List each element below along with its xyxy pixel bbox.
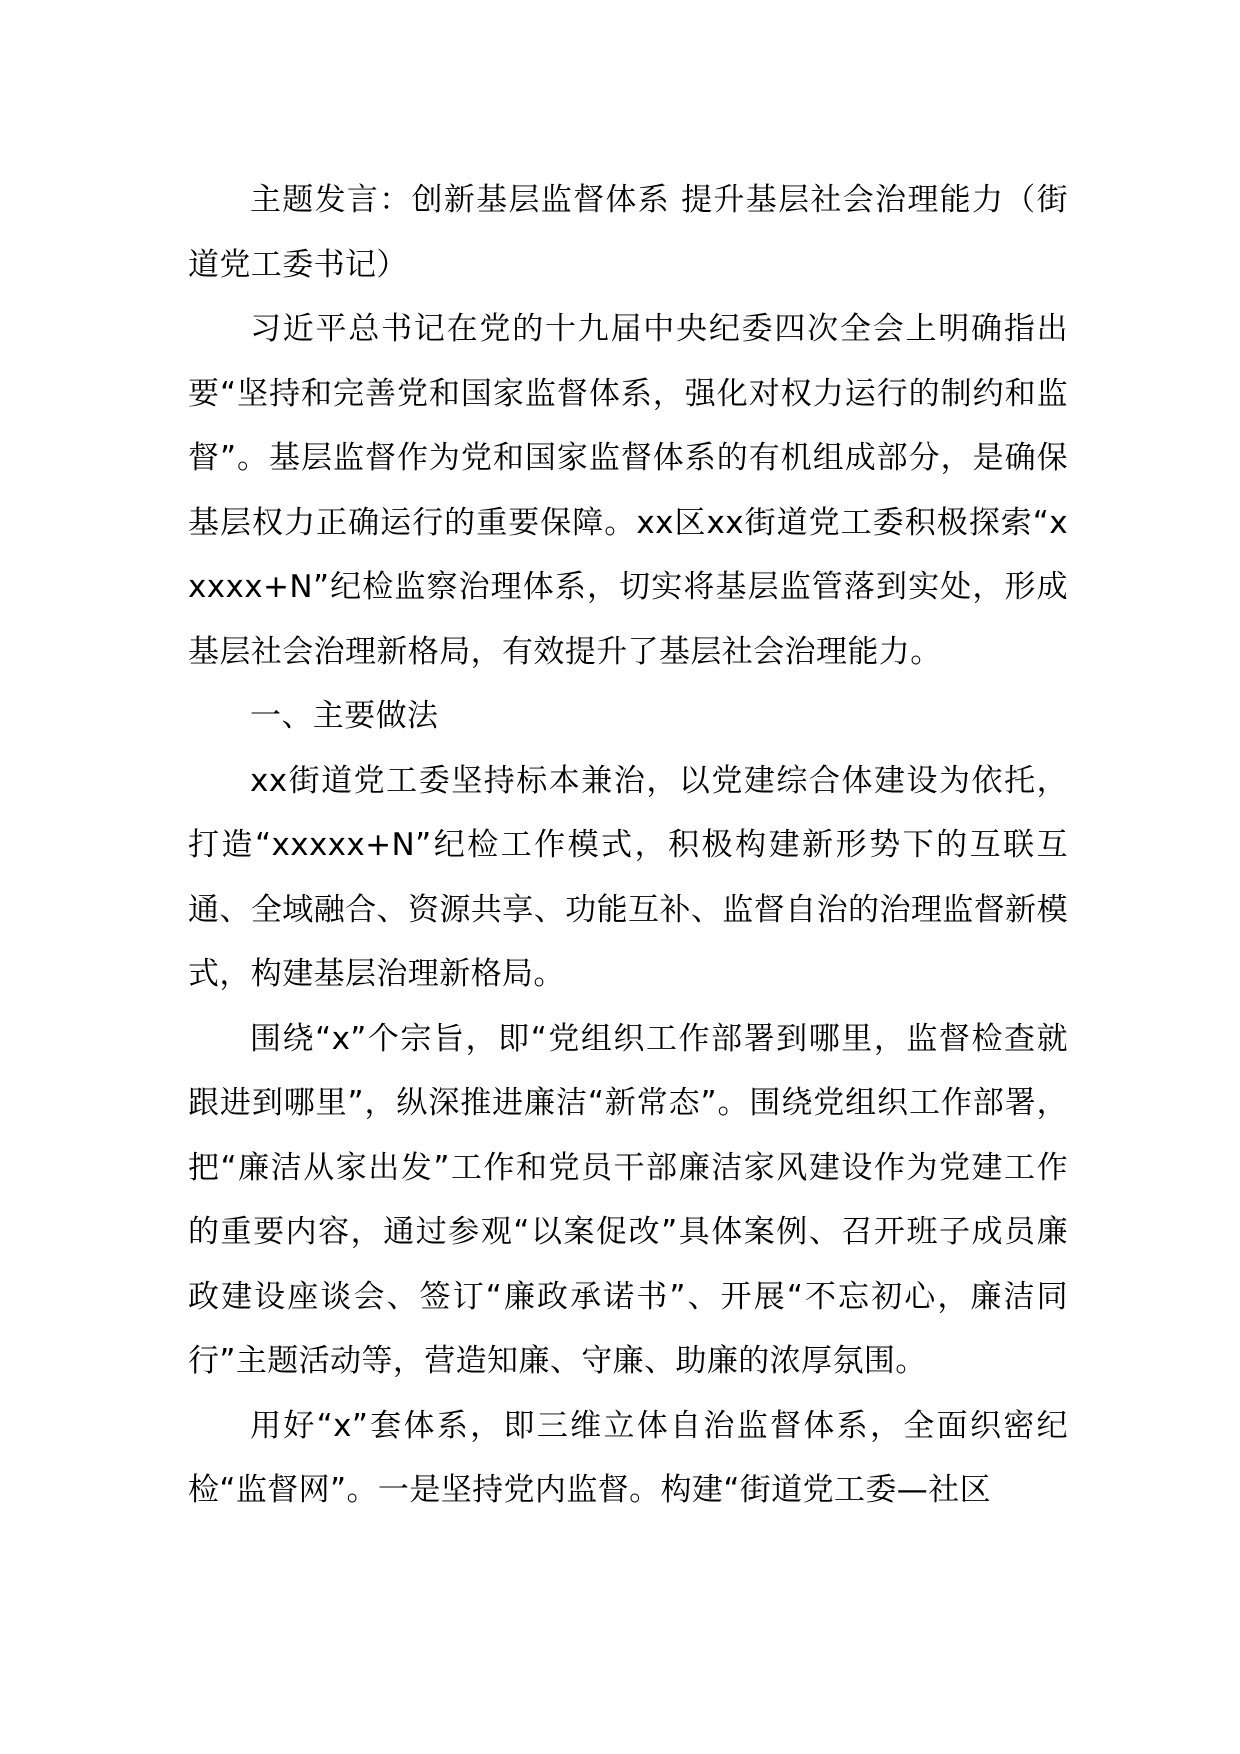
document-body: [188, 168, 1068, 1523]
paragraph-system: 用好“x”套体系，即三维立体自治监督体系，全面织密纪检“监督网”。一是坚持党内监督。构建“街道党工委—社区: [188, 1407, 1068, 1508]
document-title: 主题发言：创新基层监督体系 提升基层社会治理能力（街道党工委书记）: [188, 182, 1068, 283]
paragraph-overview: xx街道党工委坚持标本兼治，以党建综合体建设为依托，打造“xxxxx+N”纪检工作模式，积极构建新形势下的互联互通、全域融合、资源共享、功能互补、监督自治的治理监督新模式，构建基层治理新格局。: [188, 762, 1068, 992]
section-heading: 一、主要做法: [250, 698, 439, 734]
paragraph-purpose: 围绕“x”个宗旨，即“党组织工作部署到哪里，监督检查就跟进到哪里”，纵深推进廉洁“新常态”。围绕党组织工作部署，把“廉洁从家出发”工作和党员干部廉洁家风建设作为党建工作的重要内容，通过参观“以案促改”具体案例、召开班子成员廉政建设座谈会、签订“廉政承诺书”、开展“不忘初心，廉洁同行”主题活动等，营造知廉、守廉、助廉的浓厚氛围。: [188, 1020, 1068, 1379]
paragraph-intro: 习近平总书记在党的十九届中央纪委四次全会上明确指出要“坚持和完善党和国家监督体系，强化对权力运行的制约和监督”。基层监督作为党和国家监督体系的有机组成部分，是确保基层权力正确运行的重要保障。xx区xx街道党工委积极探索“xxxxx+N”纪检监察治理体系，切实将基层监管落到实处，形成基层社会治理新格局，有效提升了基层社会治理能力。: [188, 311, 1068, 670]
